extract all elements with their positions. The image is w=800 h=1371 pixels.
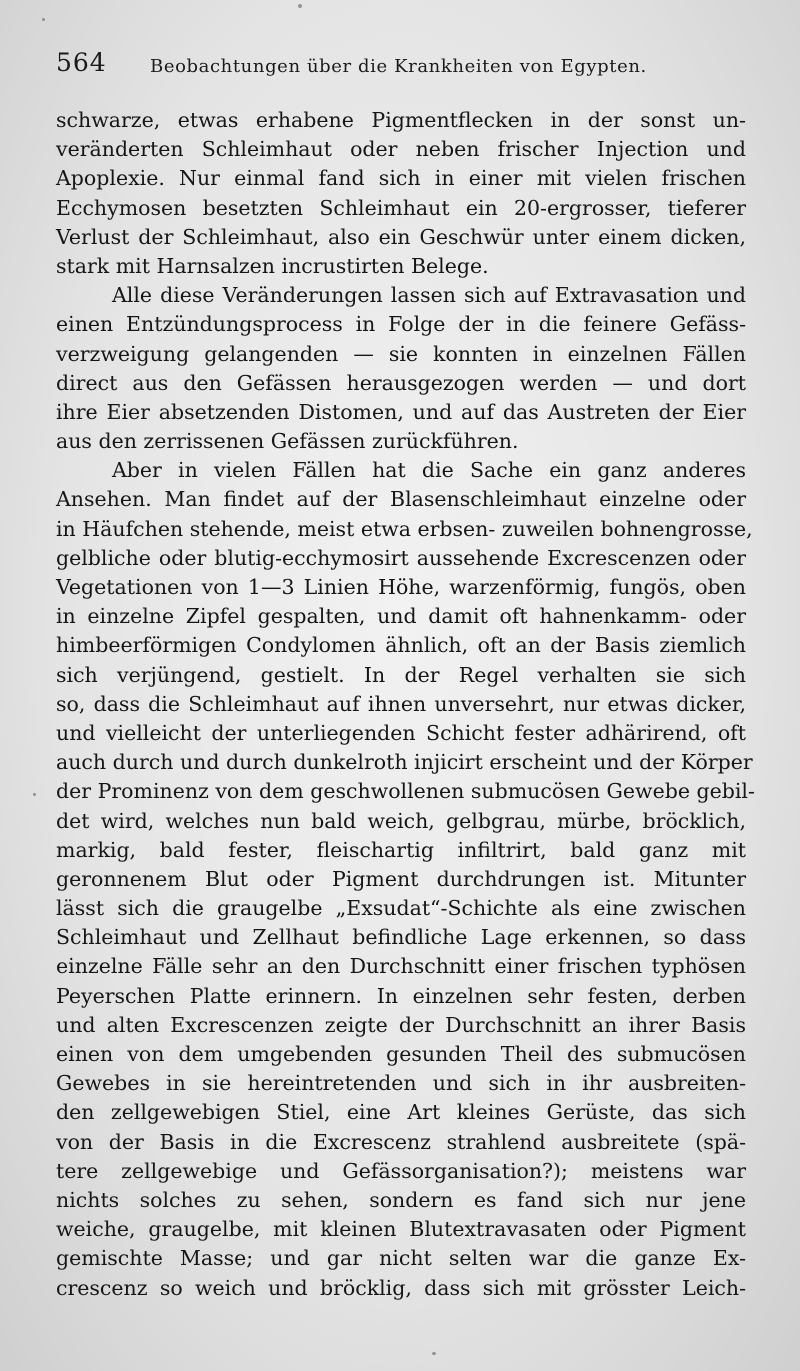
text-line: Gewebes in sie hereintretenden und sich in ihr ausbreiten- — [56, 1071, 746, 1096]
text-line: und alten Excrescenzen zeigte der Durchschnitt an ihrer Basis — [56, 1012, 746, 1037]
text-line: stark mit Harnsalzen incrustirten Belege. — [56, 253, 489, 278]
text-line: lässt sich die graugelbe „Exsudat“-Schichte als eine zwischen — [56, 896, 746, 921]
text-line: Vegetationen von 1—3 Linien Höhe, warzenförmig, fungös, oben — [56, 575, 746, 599]
paragraph-start-line: Alle diese Veränderungen lassen sich auf Extravasation und — [112, 283, 746, 308]
text-line: markig, bald fester, fleischartig infiltrirt, bald ganz mit — [56, 837, 746, 862]
text-line: veränderten Schleimhaut oder neben frischer Injection und — [56, 137, 746, 162]
page-number: 564 — [56, 48, 107, 77]
text-line: sich verjüngend, gestielt. In der Regel verhalten sie sich — [56, 662, 746, 687]
text-line: in einzelne Zipfel gespalten, und damit oft hahnenkamm- oder — [56, 604, 746, 629]
paper-speck — [298, 4, 302, 8]
text-line: Ecchymosen besetzten Schleimhaut ein 20-ergrosser, tieferer — [56, 195, 746, 220]
text-line: einen von dem umgebenden gesunden Theil des submucösen — [56, 1042, 746, 1066]
text-line: geronnenem Blut oder Pigment durchdrungen ist. Mitunter — [56, 866, 746, 891]
text-line: einen Entzündungsprocess in Folge der in die feinere Gefäss- — [56, 312, 746, 337]
text-line: gemischte Masse; und gar nicht selten war die ganze Ex- — [56, 1246, 746, 1271]
text-line: nichts solches zu sehen, sondern es fand sich nur jene — [56, 1187, 746, 1212]
running-head: Beobachtungen über die Krankheiten von Egypten. — [150, 56, 647, 77]
text-line: einzelne Fälle sehr an den Durchschnitt einer frischen typhösen — [56, 954, 746, 979]
text-line: so, dass die Schleimhaut auf ihnen unversehrt, nur etwas dicker, — [56, 691, 746, 716]
text-line: Schleimhaut und Zellhaut befindliche Lage erkennen, so dass — [56, 925, 746, 950]
text-line: verzweigung gelangenden — sie konnten in einzelnen Fällen — [56, 341, 746, 366]
paper-speck — [42, 18, 45, 21]
text-line: der Prominenz von dem geschwollenen submucösen Gewebe gebil- — [56, 779, 755, 804]
text-line: schwarze, etwas erhabene Pigmentflecken in der sonst un- — [56, 108, 746, 132]
text-line: Ansehen. Man findet auf der Blasenschleimhaut einzelne oder — [56, 487, 746, 512]
paper-speck — [33, 793, 36, 796]
text-line: auch durch und durch dunkelroth injicirt erscheint und der Körper — [56, 750, 753, 775]
text-line: det wird, welches nun bald weich, gelbgrau, mürbe, bröcklich, — [56, 808, 746, 833]
text-line: Peyerschen Platte erinnern. In einzelnen sehr festen, derben — [56, 983, 746, 1008]
text-line: crescenz so weich und bröcklig, dass sich mit grösster Leich- — [56, 1275, 746, 1300]
text-line: von der Basis in die Excrescenz strahlend ausbreitete (spä- — [56, 1129, 746, 1154]
text-line: den zellgewebigen Stiel, eine Art kleines Gerüste, das sich — [56, 1100, 746, 1125]
text-line: himbeerförmigen Condylomen ähnlich, oft an der Basis ziemlich — [56, 633, 746, 658]
text-line: Apoplexie. Nur einmal fand sich in einer mit vielen frischen — [56, 166, 746, 191]
text-line: direct aus den Gefässen herausgezogen werden — und dort — [56, 370, 746, 395]
text-line: ihre Eier absetzenden Distomen, und auf das Austreten der Eier — [56, 399, 746, 424]
text-line: aus den zerrissenen Gefässen zurückführen. — [56, 429, 519, 454]
paper-speck — [432, 1352, 436, 1355]
text-line: tere zellgewebige und Gefässorganisation?); meistens war — [56, 1158, 746, 1183]
text-line: weiche, graugelbe, mit kleinen Blutextravasaten oder Pigment — [56, 1217, 746, 1242]
body-text — [56, 106, 755, 1303]
text-line: Verlust der Schleimhaut, also ein Geschwür unter einem dicken, — [56, 224, 746, 249]
text-line: in Häufchen stehende, meist etwa erbsen- zuweilen bohnengrosse, — [56, 516, 753, 541]
text-line: gelbliche oder blutig-ecchymosirt aussehende Excrescenzen oder — [56, 545, 746, 570]
page-header — [56, 48, 746, 84]
text-line: und vielleicht der unterliegenden Schicht fester adhärirend, oft — [56, 720, 746, 745]
paragraph-start-line: Aber in vielen Fällen hat die Sache ein ganz anderes — [112, 458, 746, 483]
